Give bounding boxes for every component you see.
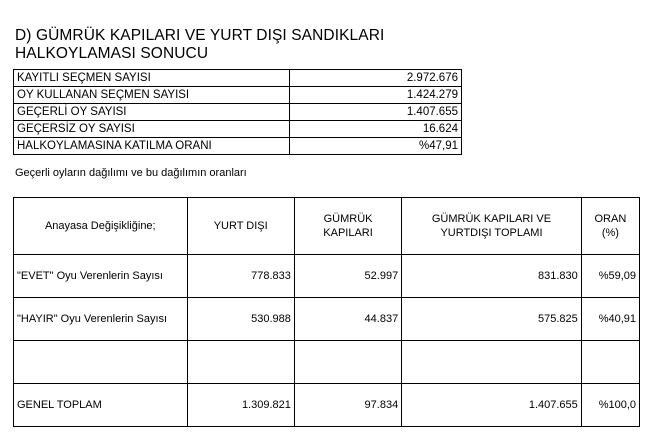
- header-cell: GÜMRÜK KAPILARI: [294, 198, 401, 255]
- summary-row: [14, 121, 462, 138]
- table-cell: [187, 341, 294, 384]
- table-cell: 575.825: [402, 298, 582, 341]
- summary-label: GEÇERLİ OY SAYISI: [14, 104, 290, 121]
- table-cell: %100,0: [581, 384, 639, 427]
- summary-value: 1.424.279: [290, 87, 462, 104]
- row-label: "HAYIR" Oyu Verenlerin Sayısı: [14, 298, 188, 341]
- table-cell: 1.407.655: [402, 384, 582, 427]
- summary-value: 16.624: [290, 121, 462, 138]
- table-cell: %59,09: [581, 255, 639, 298]
- table-row: [14, 384, 640, 427]
- summary-label: KAYITLI SEÇMEN SAYISI: [14, 70, 290, 87]
- summary-value: 1.407.655: [290, 104, 462, 121]
- table-cell: [581, 341, 639, 384]
- page-title: D) GÜMRÜK KAPILARI VE YURT DIŞI SANDIKLARI HALKOYLAMASI SONUCU: [15, 27, 385, 62]
- row-label: [14, 341, 188, 384]
- results-header-row: [14, 198, 640, 255]
- summary-label: HALKOYLAMASINA KATILMA ORANI: [14, 138, 290, 155]
- summary-row: [14, 138, 462, 155]
- table-cell: [402, 341, 582, 384]
- row-label: "EVET" Oyu Verenlerin Sayısı: [14, 255, 188, 298]
- summary-table: [13, 69, 462, 155]
- header-cell: YURT DIŞI: [187, 198, 294, 255]
- summary-label: OY KULLANAN SEÇMEN SAYISI: [14, 87, 290, 104]
- table-cell: 44.837: [294, 298, 401, 341]
- row-label: GENEL TOPLAM: [14, 384, 188, 427]
- header-cell: GÜMRÜK KAPILARI VE YURTDIŞI TOPLAMI: [402, 198, 582, 255]
- summary-row: [14, 104, 462, 121]
- header-cell: ORAN (%): [581, 198, 639, 255]
- summary-row: [14, 87, 462, 104]
- table-cell: 97.834: [294, 384, 401, 427]
- table-row: [14, 298, 640, 341]
- table-row: [14, 341, 640, 384]
- summary-value: 2.972.676: [290, 70, 462, 87]
- table-row: [14, 255, 640, 298]
- section-subtitle: Geçerli oyların dağılımı ve bu dağılımın oranları: [15, 167, 247, 179]
- table-cell: 831.830: [402, 255, 582, 298]
- summary-value: %47,91: [290, 138, 462, 155]
- summary-row: [14, 70, 462, 87]
- results-table: [13, 197, 640, 427]
- table-cell: 1.309.821: [187, 384, 294, 427]
- table-cell: 52.997: [294, 255, 401, 298]
- summary-label: GEÇERSİZ OY SAYISI: [14, 121, 290, 138]
- table-cell: 530.988: [187, 298, 294, 341]
- table-cell: [294, 341, 401, 384]
- table-cell: 778.833: [187, 255, 294, 298]
- table-cell: %40,91: [581, 298, 639, 341]
- header-cell: Anayasa Değişikliğine;: [14, 198, 188, 255]
